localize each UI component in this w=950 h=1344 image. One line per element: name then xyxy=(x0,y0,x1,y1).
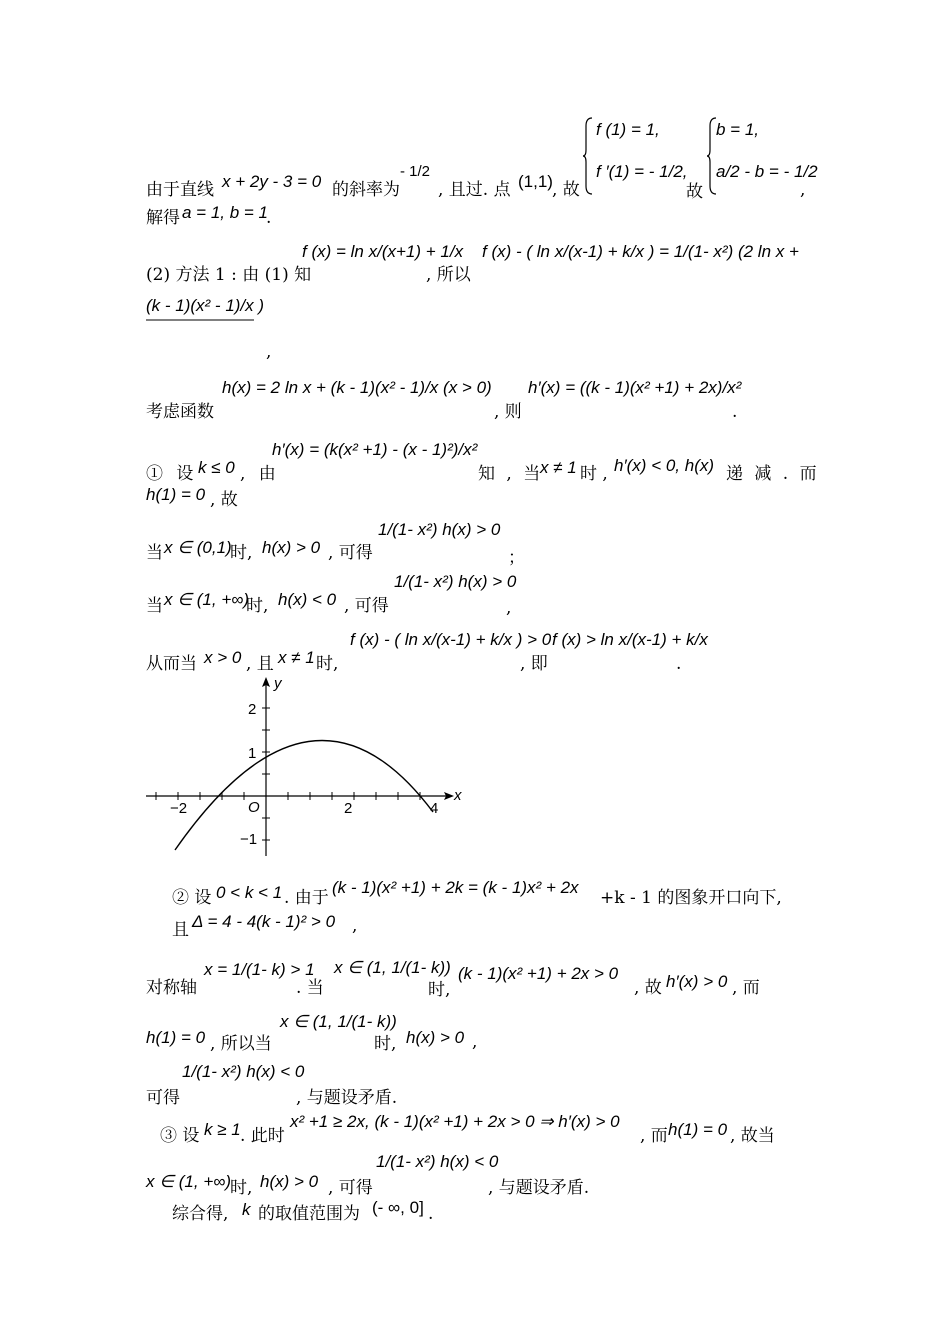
text-dang: 当 xyxy=(146,596,163,616)
math-interval-0-1: x ∈ (0,1) xyxy=(164,538,232,557)
math-x-ne-1: x ≠ 1 xyxy=(540,458,577,477)
y-tick-label: −1 xyxy=(240,831,258,848)
text-consider-pre: 考虑函数 xyxy=(146,402,214,422)
math-case1-derivative: h′(x) = (k(x² +1) - (x - 1)²)/x² xyxy=(272,440,478,459)
math-system1-row2: f ′(1) = - 1/2, xyxy=(596,162,688,181)
text-ji: , 即 xyxy=(520,654,548,674)
text-case1-pre: ① 设 xyxy=(146,464,198,484)
math-case2-result: 1/(1- x²) h(x) < 0 xyxy=(182,1062,305,1081)
text-line1-pre: 由于直线 xyxy=(146,180,214,200)
text-comma: , xyxy=(352,916,358,936)
math-difference-expression: f (x) - ( ln x/(x-1) + k/x ) = 1/(1- x²) (2 ln x + xyxy=(482,242,799,261)
math-h-positive: h(x) > 0 xyxy=(262,538,321,557)
text-shi: 时 , xyxy=(580,464,608,484)
text-shi: 时, xyxy=(230,1178,253,1198)
math-case3-condition: k ≥ 1 xyxy=(204,1120,241,1139)
origin-label: O xyxy=(248,799,260,816)
text-range-label: 的取值范围为 xyxy=(258,1204,360,1224)
math-solve-result: a = 1, b = 1 xyxy=(182,203,269,222)
y-tick-label: 1 xyxy=(248,745,257,762)
text-case2-pre: ② 设 xyxy=(172,888,212,908)
text-axis-of-symmetry: 对称轴 xyxy=(146,978,197,998)
math-case2-interval: x ∈ (1, 1/(1- k)) xyxy=(280,1012,397,1031)
math-case1b-result: 1/(1- x²) h(x) > 0 xyxy=(394,572,517,591)
text-kede: , 可得 xyxy=(344,596,389,616)
text-gu: , 故 xyxy=(634,978,662,998)
math-slope-value: - 1/2 xyxy=(400,163,431,180)
text-contradiction: , 与题设矛盾. xyxy=(296,1088,398,1108)
math-system2-row1: b = 1, xyxy=(716,120,760,139)
math-point: (1,1) xyxy=(518,172,553,191)
math-case2-positive: (k - 1)(x² +1) + 2x > 0 xyxy=(458,964,619,983)
math-h-derivative-positive: h′(x) > 0 xyxy=(666,972,728,991)
text-qie: 且 xyxy=(172,920,189,940)
math-h1-zero: h(1) = 0 xyxy=(146,1028,206,1047)
text-case1-zhi: 知 , 当 xyxy=(478,464,544,484)
math-h-positive: h(x) > 0 xyxy=(406,1028,465,1047)
math-case1a-result: 1/(1- x²) h(x) > 0 xyxy=(378,520,501,539)
text-kede: , 可得 xyxy=(328,1178,373,1198)
x-tick-label: 4 xyxy=(430,800,439,817)
y-tick-label: 2 xyxy=(248,701,257,718)
math-case3-result: 1/(1- x²) h(x) < 0 xyxy=(376,1152,499,1171)
text-youyu: . 由于 xyxy=(284,888,329,908)
text-dang: 当 xyxy=(146,543,163,563)
x-axis-label: x xyxy=(454,787,462,804)
text-shi: 时, xyxy=(230,543,253,563)
math-h-negative: h(x) < 0 xyxy=(278,590,337,609)
math-k: k xyxy=(242,1200,251,1219)
text-suoyidang: , 所以当 xyxy=(210,1034,272,1054)
text-gu: , 故 xyxy=(210,490,238,510)
parabola-curve xyxy=(175,740,433,850)
text-shi: 时, xyxy=(428,980,451,1000)
math-h1-zero: h(1) = 0 xyxy=(668,1120,728,1139)
math-h-derivative: h′(x) = ((k - 1)(x² +1) + 2x)/x² xyxy=(528,378,742,397)
text-dang: . 当 xyxy=(296,978,324,998)
text-method1-label: (2) 方法 1 : 由 (1) 知 xyxy=(146,265,312,285)
text-cishi: . 此时 xyxy=(240,1126,285,1146)
math-discriminant: Δ = 4 - 4(k - 1)² > 0 xyxy=(192,912,336,931)
text-shi: 时, xyxy=(246,596,269,616)
text-comma: , xyxy=(472,1032,478,1052)
text-case2-tail: +k - 1 的图象开口向下, xyxy=(600,888,782,908)
text-gu-2: 故 xyxy=(686,182,703,202)
text-case1-you: , 由 xyxy=(240,464,280,484)
text-period: . xyxy=(266,208,272,228)
text-period: . xyxy=(676,654,682,674)
math-axis-equation: x = 1/(1- k) > 1 xyxy=(204,960,315,979)
math-case2-quadratic: (k - 1)(x² +1) + 2k = (k - 1)x² + 2x xyxy=(332,878,579,897)
text-period: . xyxy=(732,402,738,422)
text-slope-label: 的斜率为 xyxy=(332,180,400,200)
math-case1c-inequality: f (x) - ( ln x/(x-1) + k/x ) > 0 xyxy=(350,630,552,649)
text-period: . xyxy=(428,1204,434,1224)
text-passes-point: , 且过. 点 xyxy=(438,180,511,200)
x-tick-label: 2 xyxy=(344,800,353,817)
math-h1-zero: h(1) = 0 xyxy=(146,485,206,504)
math-line-equation: x + 2y - 3 = 0 xyxy=(222,172,322,191)
math-difference-continued: (k - 1)(x² - 1)/x ) xyxy=(146,296,265,315)
text-solve-pre: 解得 xyxy=(146,208,180,228)
text-semicolon: ； xyxy=(508,548,525,568)
math-case2-condition: 0 < k < 1 xyxy=(216,883,283,902)
math-h-definition: h(x) = 2 ln x + (k - 1)(x² - 1)/x (x > 0) xyxy=(222,378,492,397)
text-er: , 而 xyxy=(732,978,760,998)
text-shi: 时, xyxy=(316,654,339,674)
text-gudang: , 故当 xyxy=(730,1126,775,1146)
math-interval-1-inf: x ∈ (1, +∞) xyxy=(164,590,250,609)
text-case3-pre: ③ 设 xyxy=(160,1126,200,1146)
math-x-positive: x > 0 xyxy=(204,648,242,667)
math-x-ne-1: x ≠ 1 xyxy=(278,648,315,667)
fraction-bar xyxy=(146,318,266,322)
math-system1-row1: f (1) = 1, xyxy=(596,120,660,139)
text-er: , 而 xyxy=(640,1126,668,1146)
text-gu-1: , 故 xyxy=(552,180,580,200)
math-case2-interval: x ∈ (1, 1/(1- k)) xyxy=(334,958,451,977)
math-case1-decreasing: h′(x) < 0, h(x) xyxy=(614,456,715,475)
text-comma: , xyxy=(506,598,512,618)
text-conclusion-pre: 综合得, xyxy=(172,1204,229,1224)
text-congerdang: 从而当 xyxy=(146,654,197,674)
math-system2-row2: a/2 - b = - 1/2 xyxy=(716,162,818,181)
text-comma: , xyxy=(266,342,272,362)
text-qie: , 且 xyxy=(246,654,274,674)
math-case1c-result: f (x) > ln x/(x-1) + k/x xyxy=(552,630,708,649)
text-kede: , 可得 xyxy=(328,543,373,563)
text-ze: , 则 xyxy=(494,402,522,422)
text-case1-dijian: 递 减 . 而 xyxy=(726,464,820,484)
y-axis-label: y xyxy=(274,675,282,692)
math-case1-condition: k ≤ 0 xyxy=(198,458,235,477)
text-comma: , xyxy=(800,180,806,200)
math-k-range: (- ∞, 0] xyxy=(372,1198,424,1217)
parabola-graph xyxy=(140,672,470,862)
text-suoyi: , 所以 xyxy=(426,265,471,285)
text-contradiction: , 与题设矛盾. xyxy=(488,1178,590,1198)
math-f-definition: f (x) = ln x/(x+1) + 1/x xyxy=(302,242,464,261)
x-tick-label: −2 xyxy=(170,800,188,817)
text-kede: 可得 xyxy=(146,1088,180,1108)
math-h-positive: h(x) > 0 xyxy=(260,1172,319,1191)
math-interval-1-inf: x ∈ (1, +∞) xyxy=(146,1172,232,1191)
math-case3-chain: x² +1 ≥ 2x, (k - 1)(x² +1) + 2x > 0 ⇒ h′(x) > 0 xyxy=(290,1112,620,1131)
text-shi: 时, xyxy=(374,1034,397,1054)
left-brace-icon xyxy=(582,116,594,196)
